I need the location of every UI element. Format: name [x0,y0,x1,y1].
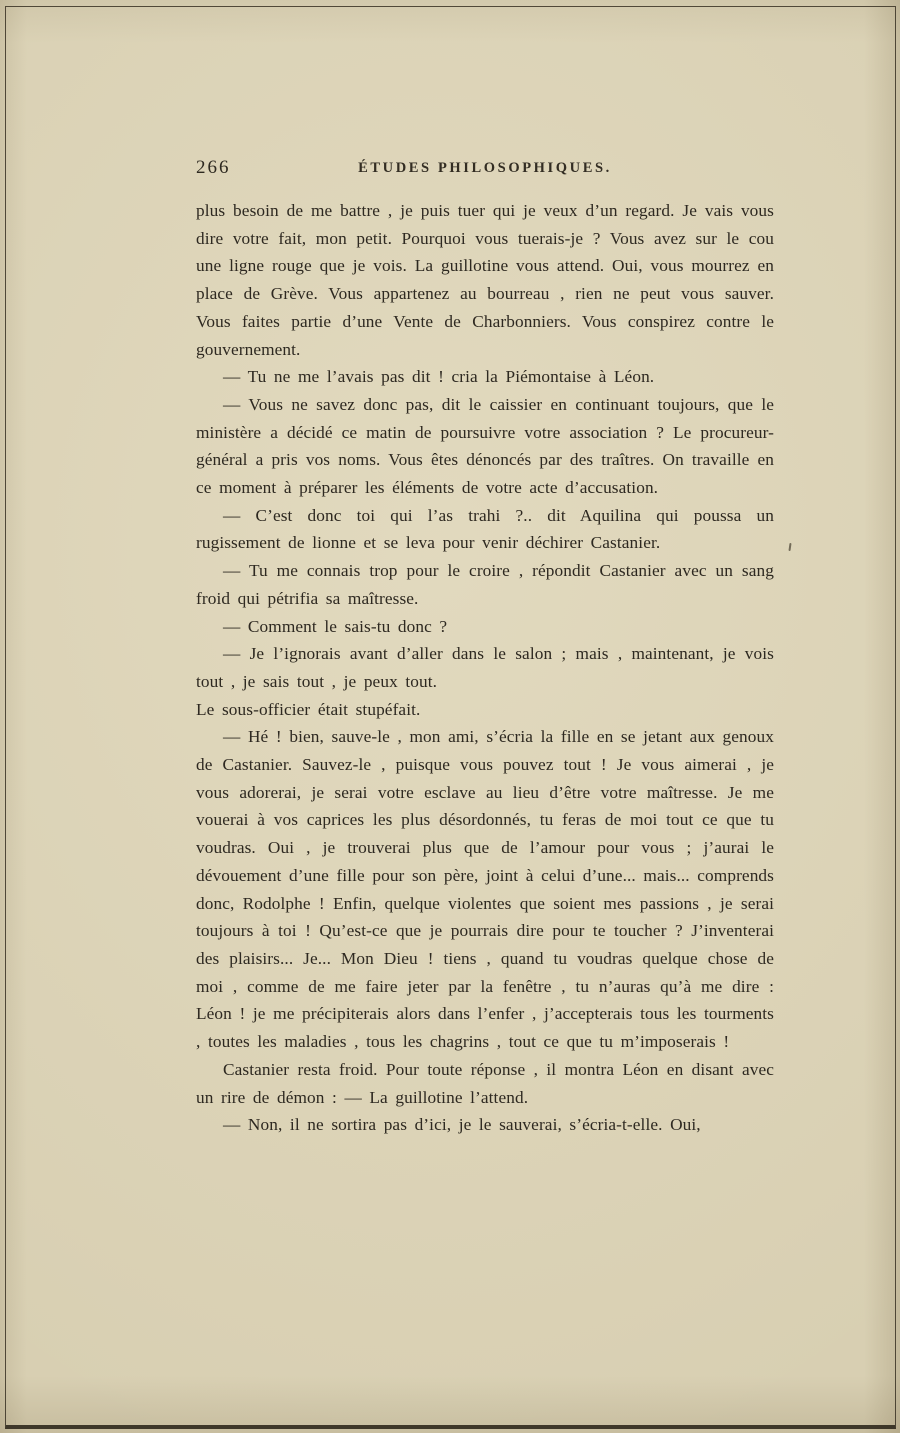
paragraph: plus besoin de me battre , je puis tuer qui je veux d’un regard. Je vais vous dire votre fait, mon petit. Pourquoi vous tuerais-je ? Vous avez sur le cou une ligne rouge que je vois. La guillotine vous attend. Oui, vous mourrez en place de Grève. Vous appartenez au bourreau , rien ne peut vous sauver. Vous faites partie d’une Vente de Charbonniers. Vous conspirez contre le gouvernement. [196,201,774,359]
paragraph: — Hé ! bien, sauve-le , mon ami, s’écria la fille en se jetant aux genoux de Castanier. Sauvez-le , puisque vous pouvez tout ! Je vous aimerai , je vous adorerai, je serai votre esclave au lieu d’être votre maîtresse. Je me vouerai à vos caprices les plus désordonnés, tu feras de moi tout ce que tu voudras. Oui , je trouverai plus que de l’amour pour vous ; j’aurai le dévouement d’une fille pour son père, joint à celui d’une... mais... comprends donc, Rodolphe ! Enfin, quelque violentes que soient mes passions , je serai toujours à toi ! Qu’est-ce que je pourrais dire pour te toucher ? J’inventerai des plaisirs... Je... Mon Dieu ! tiens , quand tu voudras quelque chose de moi , comme de me faire jeter par la fenêtre , tu n’auras qu’à me dire : Léon ! je me précipiterais alors dans l’enfer , j’accepterais tous les tourments , toutes les maladies , tous les chagrins , tout ce que tu m’imposerais ! [196,727,774,1052]
running-title: ÉTUDES PHILOSOPHIQUES. [358,160,612,176]
page-number: 266 [196,157,231,178]
paragraph: Castanier resta froid. Pour toute réponse , il montra Léon en disant avec un rire de démon : — La guillotine l’attend. [196,1059,774,1107]
running-head [196,156,774,182]
paragraph: — Comment le sais-tu donc ? [223,616,448,636]
paragraph: Le sous-officier était stupéfait. [196,699,421,719]
paragraph: — Non, il ne sortira pas d’ici, je le sauverai, s’écria-t-elle. Oui, [223,1115,701,1135]
paragraph: — Tu me connais trop pour le croire , répondit Castanier avec un sang froid qui pétrifia sa maîtresse. [196,561,774,608]
paragraph: — Je l’ignorais avant d’aller dans le salon ; mais , maintenant, je vois tout , je sais tout , je peux tout. [196,644,774,691]
paragraph: — Vous ne savez donc pas, dit le caissier en continuant toujours, que le ministère a décidé ce matin de poursuivre votre association ? Le procureur-général a pris vos noms. Vous êtes dénoncés par des traîtres. On travaille en ce moment à préparer les éléments de votre acte d’accusation. [196,394,774,498]
page-content [196,156,774,1139]
text-block [196,197,774,1139]
paragraph: — Tu ne me l’avais pas dit ! cria la Piémontaise à Léon. [223,367,655,387]
paragraph: — C’est donc toi qui l’as trahi ?.. dit Aquilina qui poussa un rugissement de lionne et se leva pour venir déchirer Castanier. [196,505,774,553]
